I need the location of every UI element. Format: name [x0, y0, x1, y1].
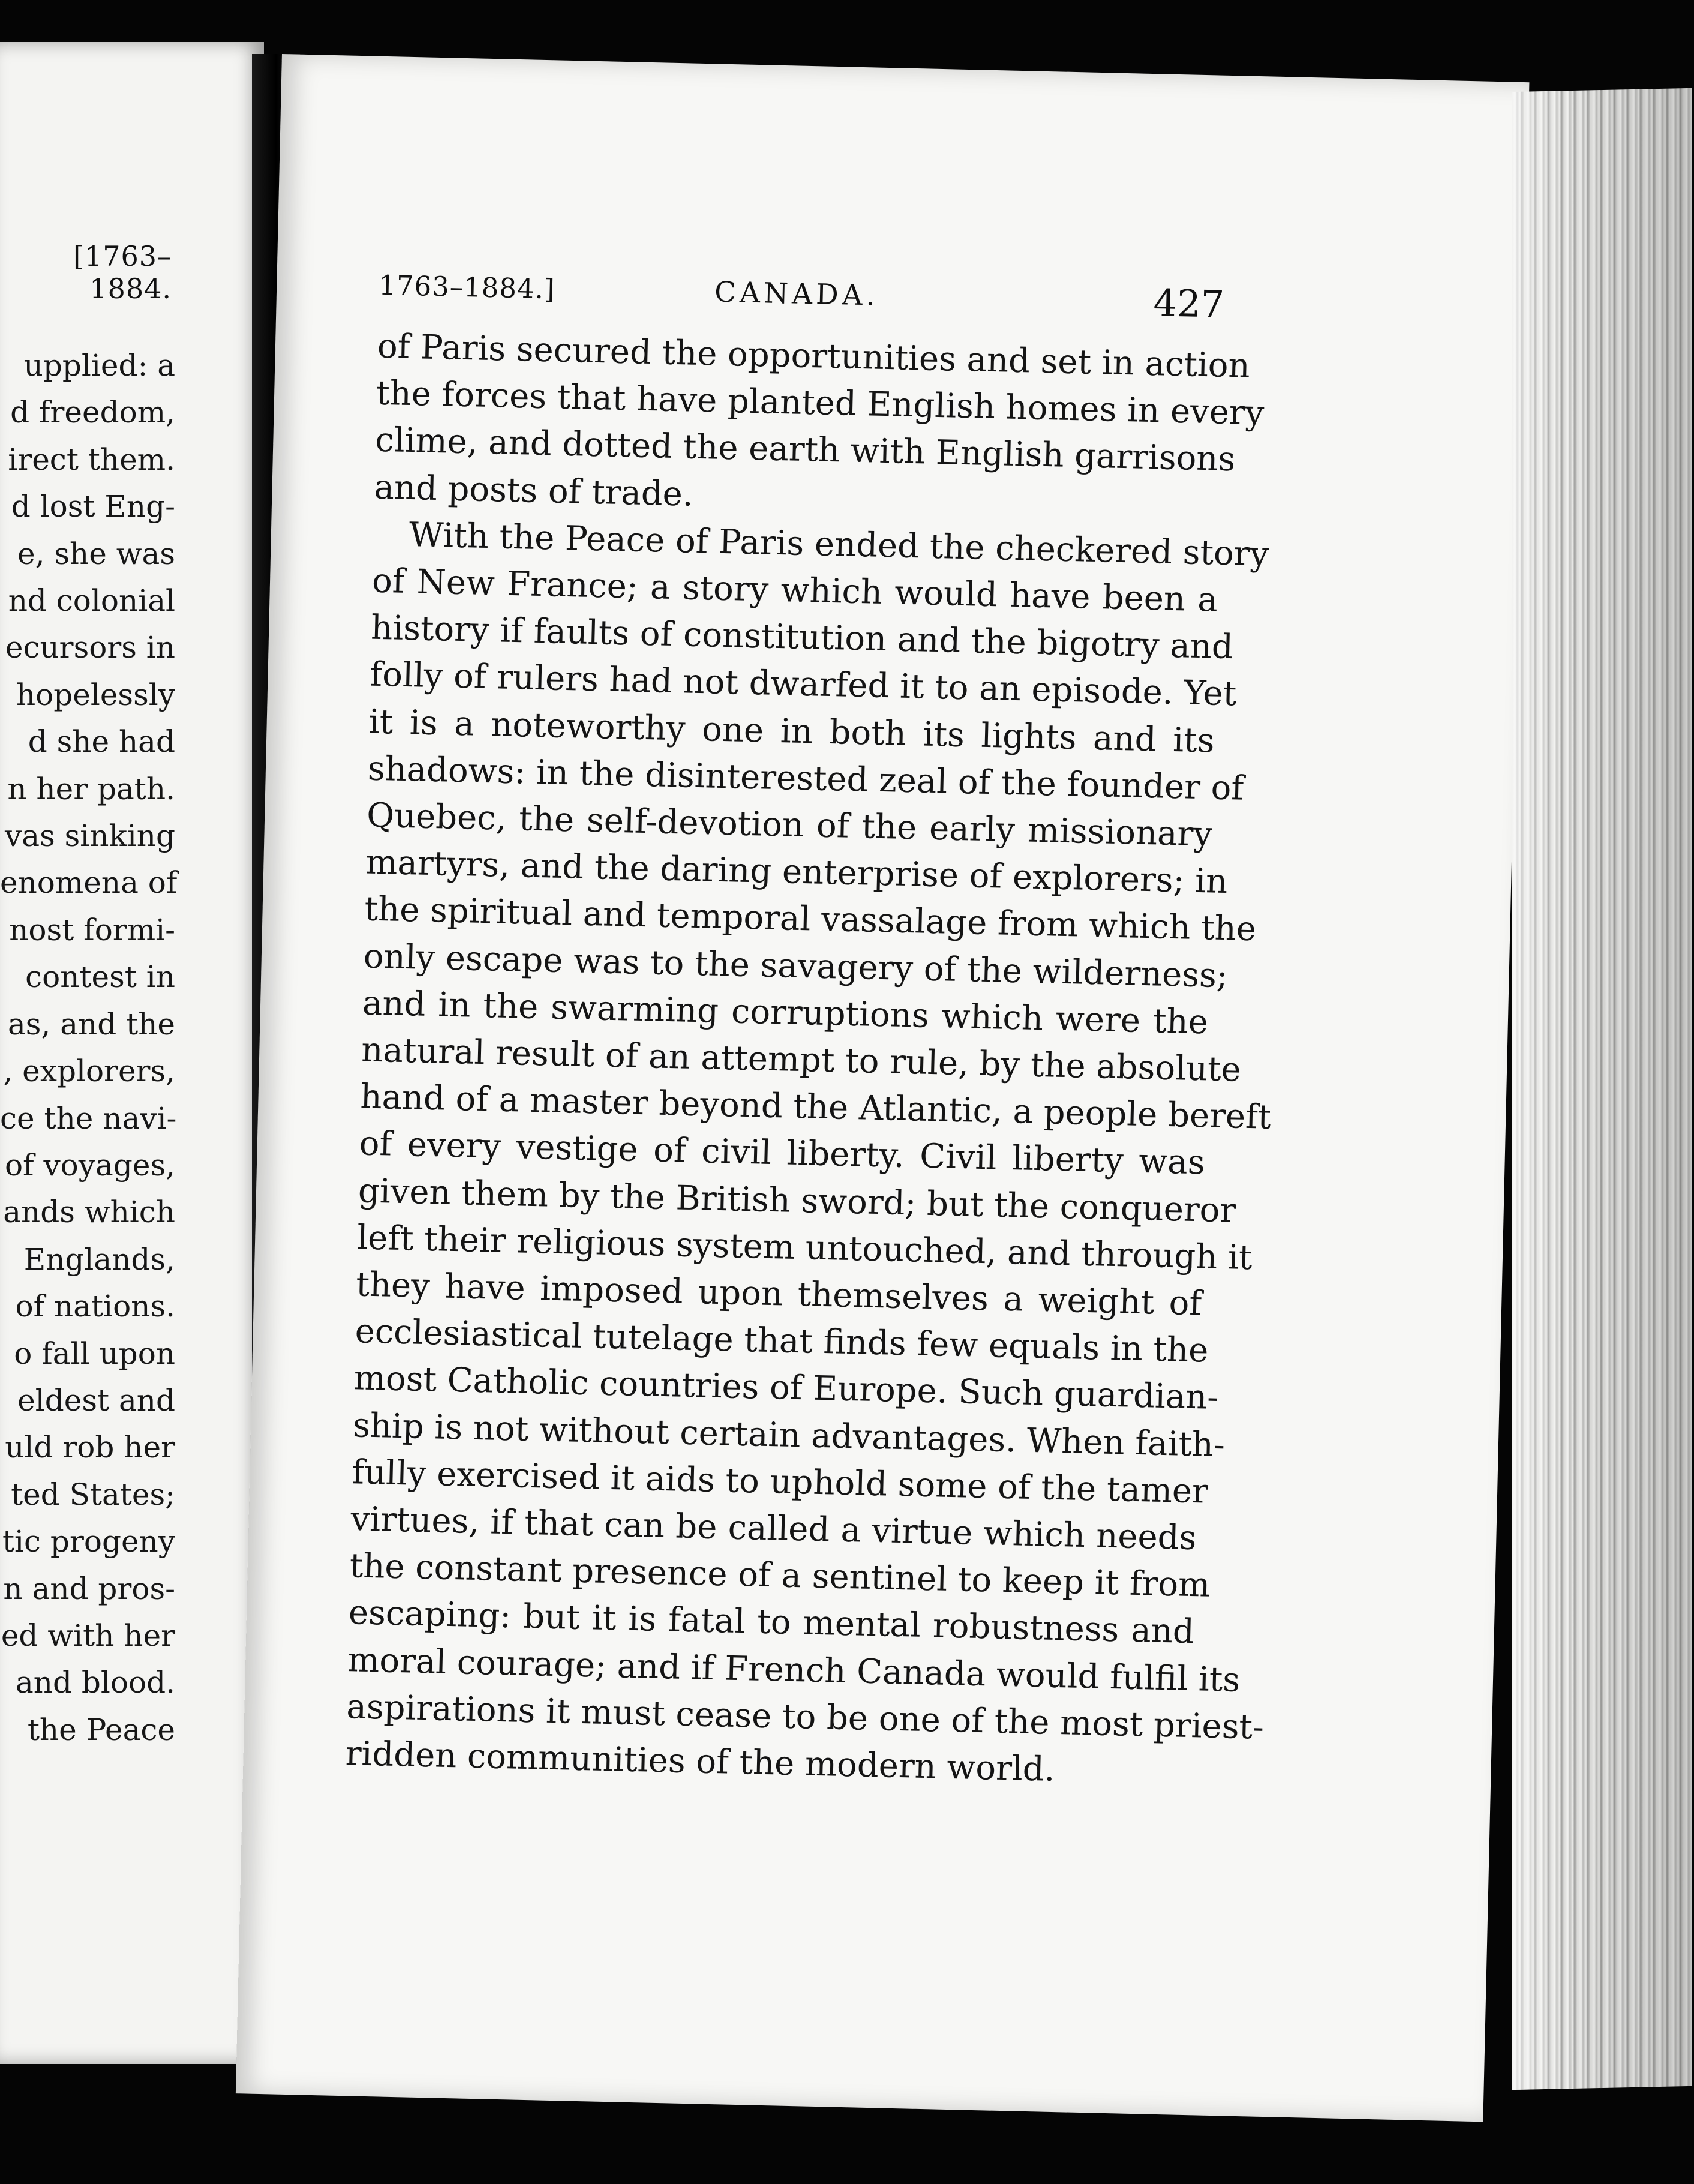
- left-line: d she had: [28, 724, 175, 760]
- text-line: ship is not without certain advantages. When faith-: [352, 1405, 1226, 1465]
- text-line: hand of a master beyond the Atlantic, a people bereft: [359, 1077, 1272, 1138]
- running-head-years: 1763–1884.]: [378, 269, 556, 305]
- left-line: o fall upon: [14, 1336, 175, 1371]
- text-line: escaping: but it is fatal to mental robustness and: [348, 1593, 1195, 1652]
- text-line: it is a noteworthy one in both its lights and its: [368, 702, 1215, 761]
- left-line: ted States;: [11, 1477, 175, 1512]
- left-line: n her path.: [7, 771, 175, 806]
- text-line: fully exercised it aids to uphold some of the tamer: [351, 1453, 1209, 1511]
- left-line: as, and the: [7, 1006, 175, 1042]
- left-line: nd colonial: [8, 583, 175, 619]
- page-number: 427: [1152, 281, 1225, 326]
- text-line: only escape was to the savagery of the wilderness;: [363, 937, 1229, 995]
- text-line: of Paris secured the opportunities and set in action: [377, 326, 1251, 386]
- text-line: the constant presence of a sentinel to keep it from: [349, 1546, 1211, 1606]
- text-line: the spiritual and temporal vassalage from which the: [364, 889, 1257, 949]
- left-line: tic progeny: [2, 1524, 175, 1559]
- page-edges-shade: [1512, 88, 1692, 2090]
- text-line: left their religious system untouched, and through it: [356, 1218, 1253, 1278]
- text-line: Quebec, the self-devotion of the early missionary: [366, 796, 1213, 854]
- left-line: irect them.: [8, 442, 175, 477]
- left-line: ed with her: [1, 1618, 175, 1653]
- text-line: shadows: in the disinterested zeal of the founder of: [367, 749, 1244, 808]
- text-line: natural result of an attempt to rule, by the absolute: [361, 1030, 1242, 1090]
- text-line: martyrs, and the daring enterprise of explorers; in: [365, 842, 1228, 902]
- left-line: hopelessly: [16, 677, 175, 712]
- left-line: upplied: a: [23, 348, 175, 383]
- left-line: eldest and: [17, 1382, 175, 1418]
- left-line: d lost Eng-: [11, 489, 175, 524]
- left-line: nost formi-: [9, 912, 175, 947]
- text-line: ridden communities of the modern world.: [345, 1734, 1056, 1790]
- left-line: ce the navi-: [0, 1100, 177, 1136]
- left-line: uld rob her: [5, 1430, 175, 1465]
- left-line: contest in: [25, 959, 175, 995]
- left-line: the Peace: [27, 1712, 175, 1747]
- text-line: aspirations it must cease to be one of the most priest-: [346, 1687, 1265, 1747]
- text-line: moral courage; and if French Canada would fulfil its: [347, 1640, 1241, 1700]
- left-facing-page: [0, 42, 264, 2064]
- running-head-title: CANADA.: [714, 275, 879, 313]
- running-head: [378, 263, 1225, 337]
- left-line: , explorers,: [3, 1054, 175, 1089]
- left-line: of voyages,: [4, 1147, 175, 1183]
- left-line: n and pros-: [3, 1571, 175, 1606]
- text-line: given them by the British sword; but the conqueror: [358, 1171, 1236, 1231]
- text-line: folly of rulers had not dwarfed it to an episode. Yet: [369, 655, 1237, 714]
- left-line: of nations.: [15, 1289, 175, 1324]
- text-line: most Catholic countries of Europe. Such guardian-: [353, 1358, 1219, 1418]
- left-line: e, she was: [17, 536, 175, 571]
- body-text: [345, 323, 1272, 1797]
- text-line: ecclesiastical tutelage that finds few equals in the: [354, 1312, 1209, 1370]
- text-line: history if faults of constitution and the bigotry and: [370, 608, 1234, 667]
- main-page: [236, 54, 1530, 2122]
- text-line: With the Peace of Paris ended the checkered story: [409, 515, 1269, 574]
- text-line: and in the swarming corruptions which were the: [362, 983, 1209, 1042]
- left-line: ands which: [3, 1195, 175, 1230]
- left-page-text: [0, 342, 178, 1753]
- left-line: Englands,: [23, 1241, 175, 1277]
- text-line: of every vestige of civil liberty. Civil liberty was: [359, 1124, 1206, 1183]
- text-line: and posts of trade.: [373, 467, 694, 514]
- left-line: and blood.: [15, 1665, 175, 1700]
- left-running-head: [1763–1884.: [73, 240, 172, 305]
- text-line: virtues, if that can be called a virtue which needs: [350, 1499, 1197, 1558]
- text-line: clime, and dotted the earth with English garrisons: [374, 421, 1236, 479]
- text-line: they have imposed upon themselves a weight of: [355, 1265, 1202, 1324]
- left-line: ecursors in: [5, 630, 175, 665]
- left-line: enomena of: [0, 865, 178, 901]
- left-line: d freedom,: [10, 395, 175, 430]
- left-line: vas sinking: [5, 818, 175, 854]
- text-line: of New France; a story which would have been a: [371, 561, 1218, 620]
- text-line: the forces that have planted English homes in every: [376, 373, 1265, 433]
